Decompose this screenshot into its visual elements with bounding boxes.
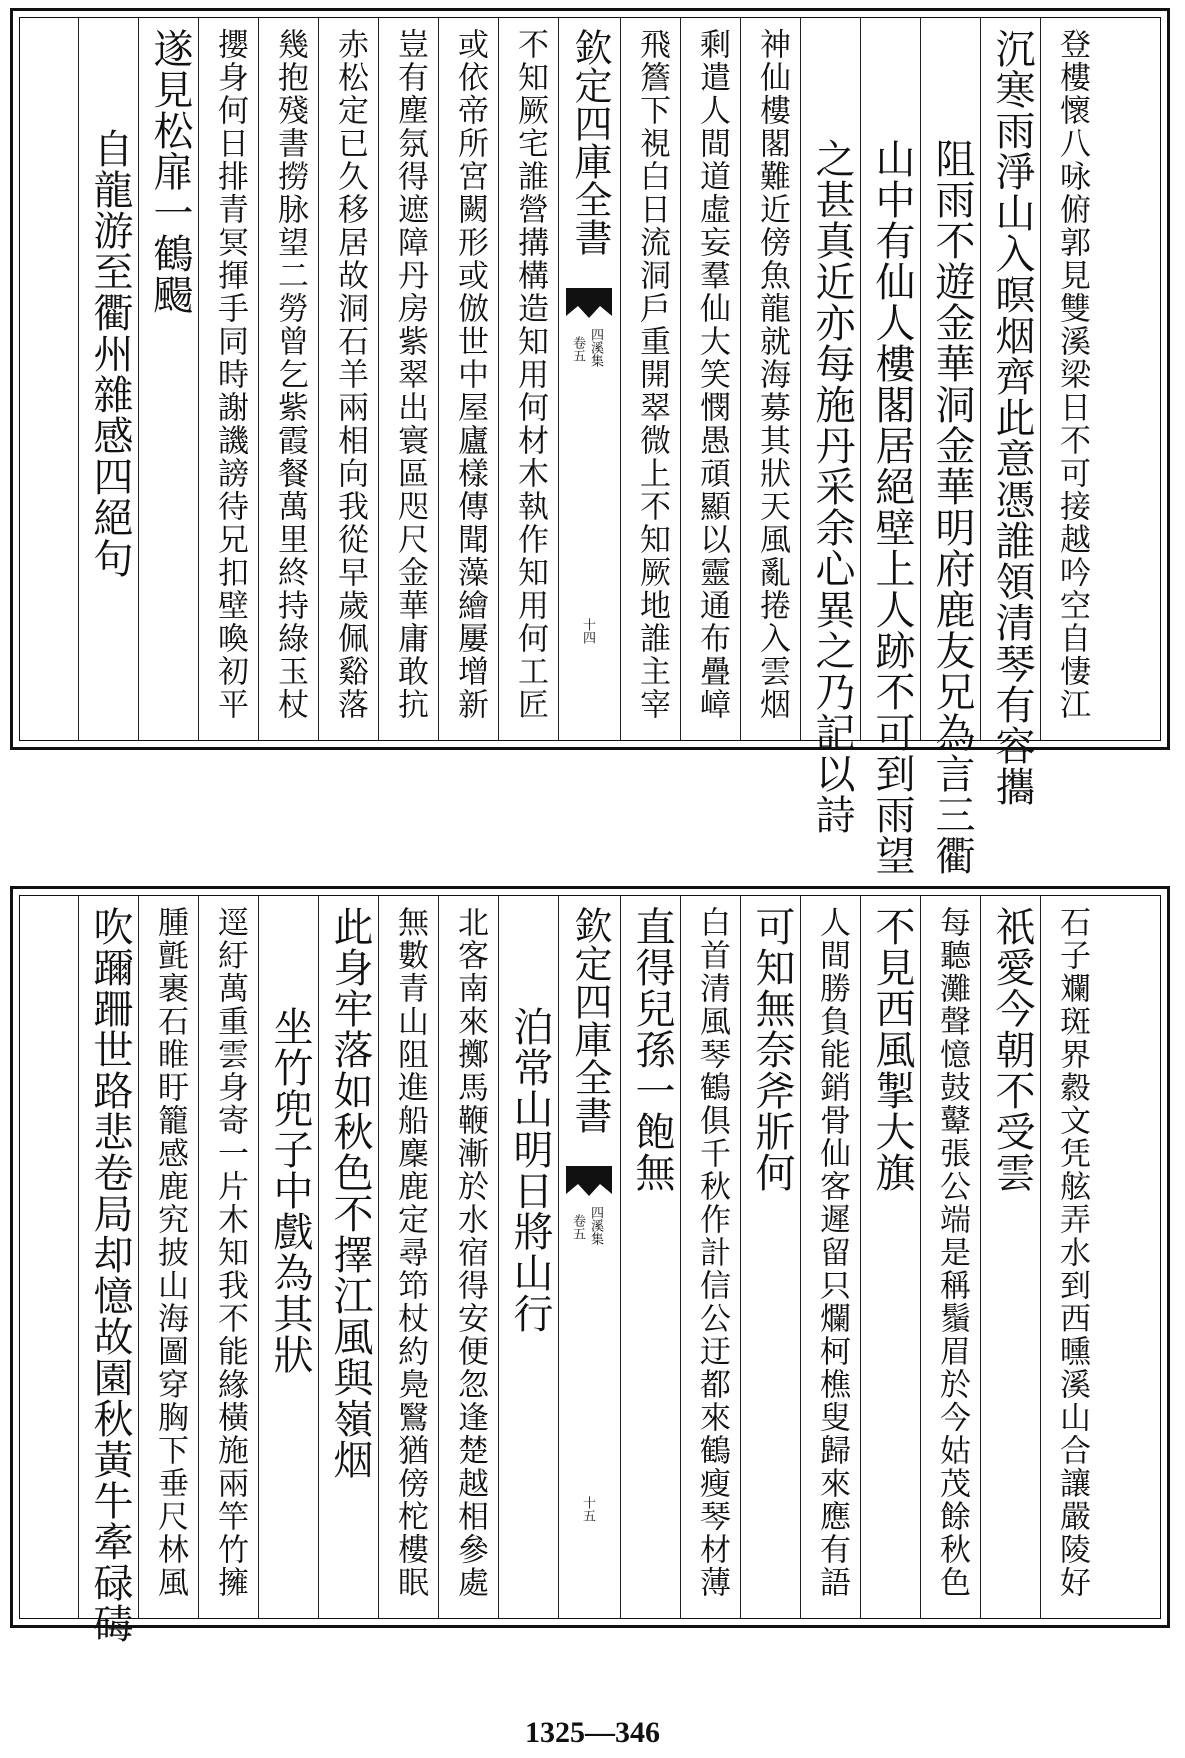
column-rule — [920, 18, 921, 740]
page-number-footer: 1325—346 — [525, 1716, 660, 1749]
text-column: 山中有仙人樓閣居絕壁上人跡不可到雨望 — [869, 138, 915, 876]
text-column: 坐竹兜子中戲為其狀 — [267, 1006, 313, 1375]
text-column: 自龍游至衢州雜感四絕句 — [87, 128, 133, 579]
column-rule — [378, 18, 379, 740]
page-top — [10, 8, 1170, 876]
text-column: 攖身何日排青冥揮手同時謝譏謗待兄扣壁喚初平 — [212, 28, 248, 721]
column-rule — [860, 18, 861, 740]
column-rule — [318, 18, 319, 740]
column-rule — [980, 896, 981, 1618]
column-rule — [258, 18, 259, 740]
column-rule — [980, 18, 981, 740]
banner-juan: 卷五 — [570, 1214, 585, 1240]
text-column: 剩遣人間道虛妄羣仙大笑憫愚頑顯以靈通布疊嶂 — [694, 28, 730, 721]
column-rule — [198, 896, 199, 1618]
column-rule — [498, 896, 499, 1618]
column-rule — [1040, 896, 1041, 1618]
column-rule — [920, 896, 921, 1618]
text-column: 赤松定已久移居故洞石羊兩相向我從早歲佩谿落 — [332, 28, 368, 721]
text-column: 不知厥宅誰營搆構造知用何材木執作知用何工匠 — [512, 28, 548, 721]
column-rule — [138, 896, 139, 1618]
banner-juan: 卷五 — [570, 336, 585, 362]
column-rule — [740, 18, 741, 740]
text-column: 直得兒孫一飽無 — [629, 906, 675, 1193]
text-column: 登樓懷八咏俯郭見雙溪梁日不可接越吟空自悽江 — [1054, 28, 1090, 721]
column-rule — [800, 896, 801, 1618]
page-banner — [558, 18, 620, 740]
text-column: 逕紆萬重雲身寄一片木知我不能緣橫施兩竿竹擁 — [212, 906, 248, 1599]
page-bottom — [10, 886, 1170, 1644]
text-column: 此身牢落如秋色不擇江風與嶺烟 — [327, 906, 373, 1480]
column-rule — [258, 896, 259, 1618]
banner-title: 欽定四庫全書 — [568, 28, 612, 256]
text-column: 飛簷下視白日流洞戶重開翠微上不知厥地誰主宰 — [634, 28, 670, 721]
column-rule — [378, 896, 379, 1618]
column-rule — [740, 896, 741, 1618]
banner-title: 欽定四庫全書 — [568, 906, 612, 1134]
banner-leaf-number: 十四 — [580, 618, 595, 644]
column-rule — [318, 896, 319, 1618]
text-column: 白首清風琴鶴俱千秋作計信公迂都來鶴瘦琴材薄 — [694, 906, 730, 1599]
column-rule — [558, 18, 559, 740]
text-column: 幾抱殘書撈脉望二勞曾乞紫霞餐萬里終持綠玉杖 — [272, 28, 308, 721]
text-column: 北客南來擲馬鞭漸於水宿得安便忽逢楚越相參處 — [452, 906, 488, 1599]
text-column: 遂見松扉一鶴颺 — [147, 28, 193, 315]
column-rule — [860, 896, 861, 1618]
column-rule — [680, 18, 681, 740]
column-rule — [138, 18, 139, 740]
text-column: 祇愛今朝不受雲 — [989, 906, 1035, 1193]
page-banner — [558, 896, 620, 1618]
text-column: 神仙樓閣難近傍魚龍就海募其狀天風亂捲入雲烟 — [754, 28, 790, 721]
text-column: 腫氈裹石睢盱籠感鹿究披山海圖穿胸下垂尺林風 — [152, 906, 188, 1599]
banner-leaf-number: 十五 — [580, 1496, 595, 1522]
column-rule — [78, 18, 79, 740]
column-rule — [620, 896, 621, 1618]
column-rule — [438, 18, 439, 740]
text-column: 泊常山明日將山行 — [507, 1006, 553, 1334]
text-column: 無數青山阻進船麇鹿定尋笻杖約鳧鷖猶傍柁樓眠 — [392, 906, 428, 1599]
text-column: 石子斕斑界縠文凭舷弄水到西曛溪山合讓嚴陵好 — [1054, 906, 1090, 1599]
column-rule — [680, 896, 681, 1618]
page-frame — [19, 17, 1161, 876]
text-column: 阻雨不遊金華洞金華明府鹿友兄為言三衢 — [929, 138, 975, 876]
fishtail-ornament-icon — [564, 286, 614, 320]
text-column: 每聽灘聲憶鼓鼙張公端是稱鬚眉於今姑茂餘秋色 — [934, 906, 970, 1599]
column-rule — [558, 896, 559, 1618]
column-rule — [800, 18, 801, 740]
column-rule — [620, 18, 621, 740]
column-rule — [78, 896, 79, 1618]
text-column: 人間勝負能銷骨仙客遲留只爛柯樵叟歸來應有語 — [814, 906, 850, 1599]
text-column: 吹躎跚世路悲卷局却憶故園秋黃牛牽碌碡 — [87, 906, 133, 1644]
column-rule — [498, 18, 499, 740]
text-column: 不見西風掣大旗 — [869, 906, 915, 1193]
text-column: 之甚真近亦每施丹采余心異之乃記以詩 — [809, 138, 855, 835]
banner-book-name: 四溪集 — [588, 1206, 603, 1245]
banner-book-name: 四溪集 — [588, 328, 603, 367]
text-column: 沉寒雨淨山入暝烟齊此意憑誰領清琴有容攜 — [989, 28, 1035, 807]
column-rule — [438, 896, 439, 1618]
text-column: 可知無奈斧斨何 — [749, 906, 795, 1193]
column-rule — [1040, 18, 1041, 740]
text-column: 豈有塵氛得遮障丹房紫翠出寰區咫尺金華庸敢抗 — [392, 28, 428, 721]
fishtail-ornament-icon — [564, 1164, 614, 1198]
column-rule — [198, 18, 199, 740]
text-column: 或依帝所宮闕形或倣世中屋廬樣傳聞藻繪屢增新 — [452, 28, 488, 721]
page-frame — [19, 895, 1161, 1644]
